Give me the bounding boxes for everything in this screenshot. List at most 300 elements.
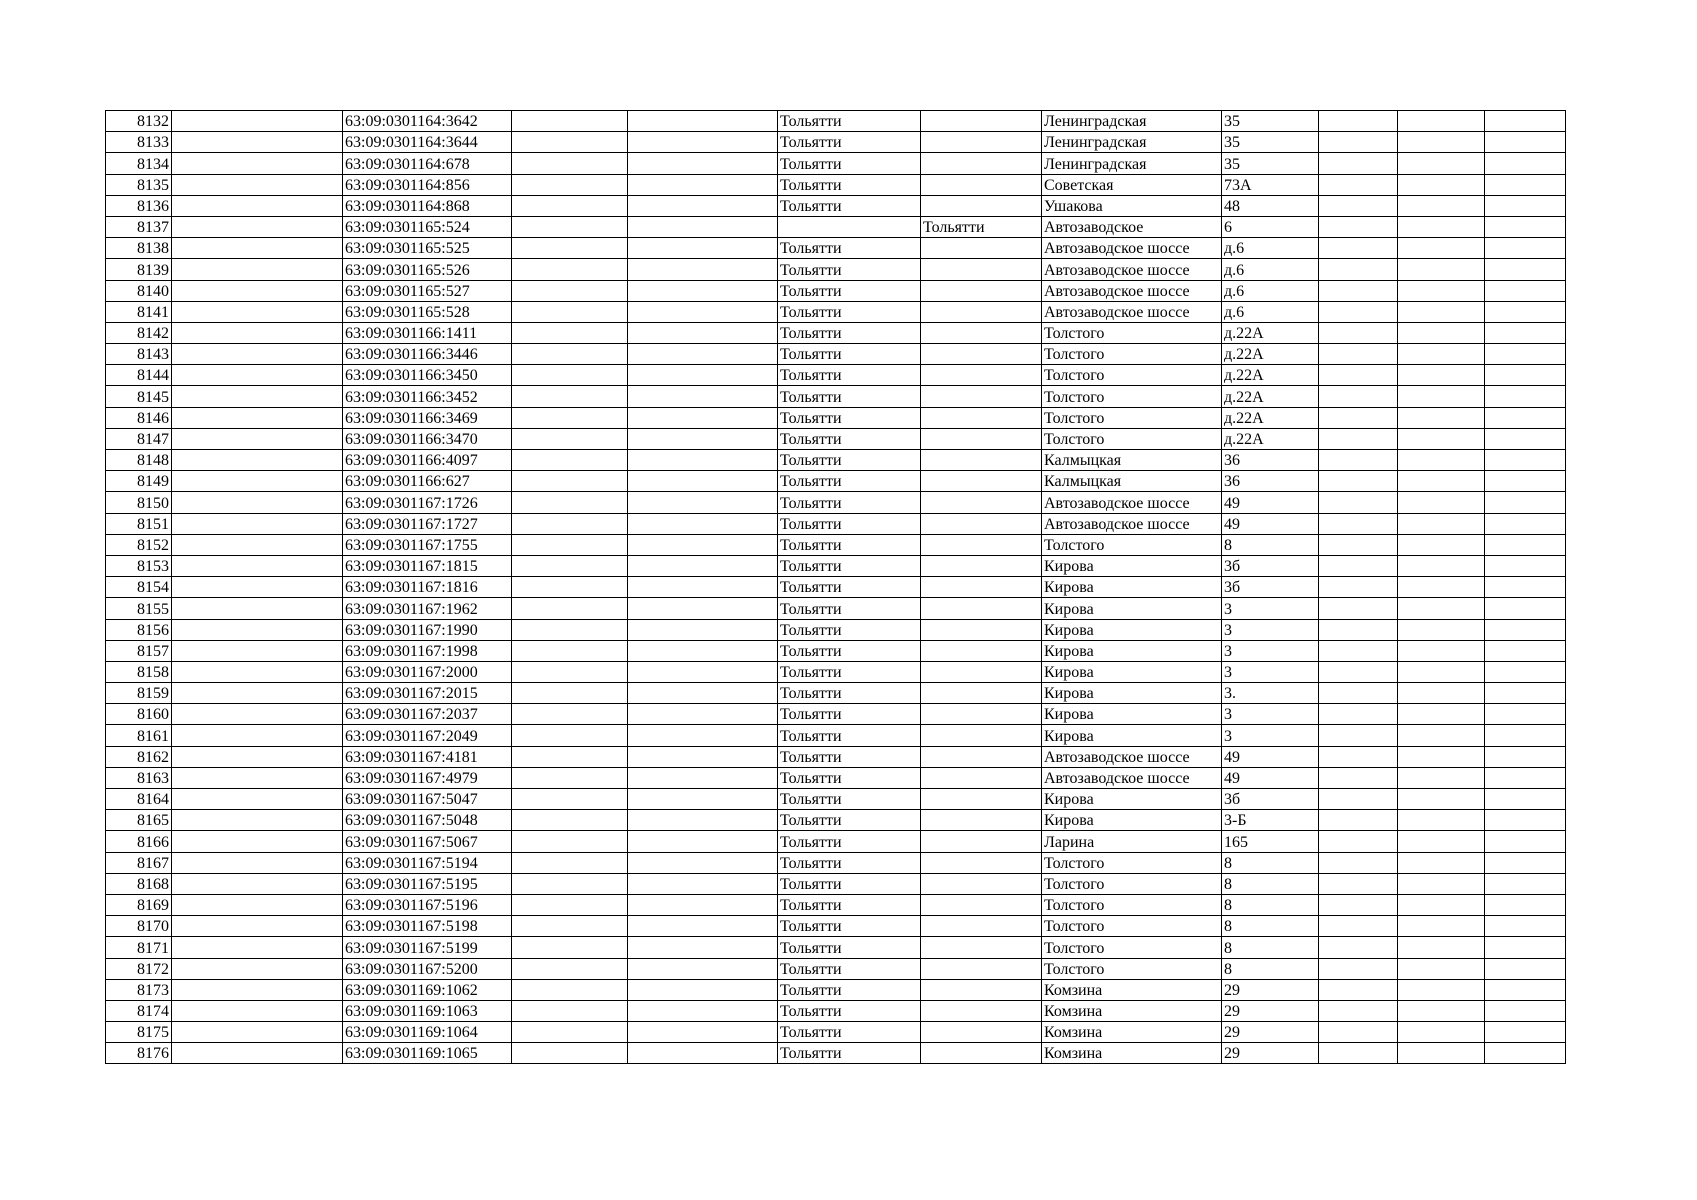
- street-cell: Кирова: [1042, 598, 1222, 619]
- blank-cell-2: [512, 746, 628, 767]
- blank-cell-4: [1319, 704, 1398, 725]
- blank-cell-2: [512, 238, 628, 259]
- blank-cell-5: [1398, 428, 1485, 449]
- blank-cell-5: [1398, 216, 1485, 237]
- blank-cell-4: [1319, 916, 1398, 937]
- street-cell: Кирова: [1042, 789, 1222, 810]
- table-row: [106, 132, 1566, 153]
- blank-cell-2: [512, 344, 628, 365]
- city-cell: Тольятти: [778, 619, 921, 640]
- row-number-cell: 8160: [106, 704, 172, 725]
- blank-cell-5: [1398, 958, 1485, 979]
- blank-cell-1: [172, 195, 343, 216]
- blank-cell-1: [172, 619, 343, 640]
- blank-cell-1: [172, 852, 343, 873]
- cadastral-number-cell: 63:09:0301167:1816: [343, 577, 512, 598]
- table-row: [106, 873, 1566, 894]
- blank-cell-3: [628, 132, 778, 153]
- blank-cell-4: [1319, 238, 1398, 259]
- locality-cell: [921, 725, 1042, 746]
- row-number-cell: 8151: [106, 513, 172, 534]
- street-cell: Толстого: [1042, 916, 1222, 937]
- table-row: [106, 661, 1566, 682]
- street-cell: Толстого: [1042, 365, 1222, 386]
- blank-cell-6: [1485, 725, 1566, 746]
- cadastral-number-cell: 63:09:0301165:524: [343, 216, 512, 237]
- table-row: [106, 450, 1566, 471]
- table-row: [106, 979, 1566, 1000]
- cadastral-number-cell: 63:09:0301167:5200: [343, 958, 512, 979]
- blank-cell-2: [512, 852, 628, 873]
- blank-cell-6: [1485, 471, 1566, 492]
- street-cell: Комзина: [1042, 1043, 1222, 1064]
- blank-cell-4: [1319, 365, 1398, 386]
- blank-cell-6: [1485, 598, 1566, 619]
- street-cell: Толстого: [1042, 534, 1222, 555]
- blank-cell-2: [512, 1000, 628, 1021]
- house-cell: д.22А: [1222, 386, 1319, 407]
- blank-cell-6: [1485, 577, 1566, 598]
- table-row: [106, 640, 1566, 661]
- row-number-cell: 8140: [106, 280, 172, 301]
- blank-cell-3: [628, 471, 778, 492]
- blank-cell-4: [1319, 598, 1398, 619]
- table-row: [106, 407, 1566, 428]
- row-number-cell: 8147: [106, 428, 172, 449]
- blank-cell-5: [1398, 979, 1485, 1000]
- city-cell: Тольятти: [778, 577, 921, 598]
- row-number-cell: 8144: [106, 365, 172, 386]
- blank-cell-4: [1319, 513, 1398, 534]
- blank-cell-3: [628, 259, 778, 280]
- blank-cell-4: [1319, 683, 1398, 704]
- blank-cell-5: [1398, 598, 1485, 619]
- house-cell: 49: [1222, 492, 1319, 513]
- table-row: [106, 831, 1566, 852]
- blank-cell-4: [1319, 661, 1398, 682]
- street-cell: Автозаводское шоссе: [1042, 767, 1222, 788]
- blank-cell-1: [172, 746, 343, 767]
- blank-cell-6: [1485, 810, 1566, 831]
- blank-cell-2: [512, 831, 628, 852]
- cadastral-number-cell: 63:09:0301166:3452: [343, 386, 512, 407]
- table-row: [106, 810, 1566, 831]
- house-cell: 3б: [1222, 577, 1319, 598]
- street-cell: Толстого: [1042, 344, 1222, 365]
- row-number-cell: 8132: [106, 111, 172, 132]
- blank-cell-6: [1485, 365, 1566, 386]
- cadastral-number-cell: 63:09:0301167:5196: [343, 894, 512, 915]
- house-cell: 48: [1222, 195, 1319, 216]
- row-number-cell: 8136: [106, 195, 172, 216]
- table-row: [106, 365, 1566, 386]
- blank-cell-5: [1398, 259, 1485, 280]
- locality-cell: [921, 979, 1042, 1000]
- city-cell: Тольятти: [778, 683, 921, 704]
- street-cell: Калмыцкая: [1042, 471, 1222, 492]
- cadastral-number-cell: 63:09:0301167:2049: [343, 725, 512, 746]
- blank-cell-1: [172, 301, 343, 322]
- blank-cell-1: [172, 916, 343, 937]
- blank-cell-6: [1485, 1022, 1566, 1043]
- cadastral-number-cell: 63:09:0301167:1962: [343, 598, 512, 619]
- blank-cell-5: [1398, 153, 1485, 174]
- locality-cell: [921, 619, 1042, 640]
- house-cell: д.6: [1222, 238, 1319, 259]
- locality-cell: [921, 386, 1042, 407]
- blank-cell-6: [1485, 979, 1566, 1000]
- blank-cell-2: [512, 810, 628, 831]
- cadastral-number-cell: 63:09:0301169:1062: [343, 979, 512, 1000]
- row-number-cell: 8159: [106, 683, 172, 704]
- blank-cell-4: [1319, 725, 1398, 746]
- locality-cell: [921, 174, 1042, 195]
- blank-cell-5: [1398, 344, 1485, 365]
- blank-cell-1: [172, 407, 343, 428]
- row-number-cell: 8162: [106, 746, 172, 767]
- locality-cell: [921, 471, 1042, 492]
- city-cell: Тольятти: [778, 132, 921, 153]
- registry-table: [105, 110, 1566, 1064]
- blank-cell-5: [1398, 513, 1485, 534]
- blank-cell-5: [1398, 174, 1485, 195]
- blank-cell-4: [1319, 153, 1398, 174]
- blank-cell-2: [512, 407, 628, 428]
- city-cell: [778, 216, 921, 237]
- blank-cell-3: [628, 280, 778, 301]
- locality-cell: Тольятти: [921, 216, 1042, 237]
- blank-cell-3: [628, 704, 778, 725]
- blank-cell-4: [1319, 407, 1398, 428]
- locality-cell: [921, 746, 1042, 767]
- table-row: [106, 894, 1566, 915]
- table-row: [106, 1000, 1566, 1021]
- row-number-cell: 8165: [106, 810, 172, 831]
- table-row: [106, 725, 1566, 746]
- street-cell: Ушакова: [1042, 195, 1222, 216]
- table-row: [106, 216, 1566, 237]
- blank-cell-3: [628, 894, 778, 915]
- house-cell: 36: [1222, 471, 1319, 492]
- blank-cell-6: [1485, 746, 1566, 767]
- blank-cell-3: [628, 746, 778, 767]
- blank-cell-3: [628, 810, 778, 831]
- blank-cell-2: [512, 153, 628, 174]
- city-cell: Тольятти: [778, 280, 921, 301]
- blank-cell-1: [172, 937, 343, 958]
- table-row: [106, 153, 1566, 174]
- house-cell: 6: [1222, 216, 1319, 237]
- blank-cell-1: [172, 1022, 343, 1043]
- blank-cell-1: [172, 810, 343, 831]
- blank-cell-4: [1319, 894, 1398, 915]
- city-cell: Тольятти: [778, 344, 921, 365]
- street-cell: Ленинградская: [1042, 111, 1222, 132]
- house-cell: 3-Б: [1222, 810, 1319, 831]
- city-cell: Тольятти: [778, 937, 921, 958]
- table-row: [106, 492, 1566, 513]
- cadastral-number-cell: 63:09:0301167:1815: [343, 555, 512, 576]
- cadastral-number-cell: 63:09:0301166:3450: [343, 365, 512, 386]
- blank-cell-6: [1485, 132, 1566, 153]
- street-cell: Толстого: [1042, 873, 1222, 894]
- table-row: [106, 746, 1566, 767]
- street-cell: Советская: [1042, 174, 1222, 195]
- house-cell: 35: [1222, 111, 1319, 132]
- house-cell: д.22А: [1222, 407, 1319, 428]
- blank-cell-1: [172, 831, 343, 852]
- locality-cell: [921, 1022, 1042, 1043]
- locality-cell: [921, 1043, 1042, 1064]
- city-cell: Тольятти: [778, 894, 921, 915]
- blank-cell-4: [1319, 280, 1398, 301]
- row-number-cell: 8150: [106, 492, 172, 513]
- blank-cell-4: [1319, 640, 1398, 661]
- row-number-cell: 8167: [106, 852, 172, 873]
- row-number-cell: 8155: [106, 598, 172, 619]
- blank-cell-6: [1485, 789, 1566, 810]
- street-cell: Толстого: [1042, 852, 1222, 873]
- cadastral-number-cell: 63:09:0301167:1727: [343, 513, 512, 534]
- cadastral-number-cell: 63:09:0301164:856: [343, 174, 512, 195]
- blank-cell-1: [172, 513, 343, 534]
- house-cell: 3: [1222, 704, 1319, 725]
- blank-cell-2: [512, 216, 628, 237]
- blank-cell-4: [1319, 979, 1398, 1000]
- house-cell: 165: [1222, 831, 1319, 852]
- street-cell: Кирова: [1042, 704, 1222, 725]
- blank-cell-4: [1319, 534, 1398, 555]
- blank-cell-2: [512, 619, 628, 640]
- blank-cell-6: [1485, 704, 1566, 725]
- table-row: [106, 619, 1566, 640]
- blank-cell-4: [1319, 937, 1398, 958]
- city-cell: Тольятти: [778, 322, 921, 343]
- blank-cell-3: [628, 492, 778, 513]
- cadastral-number-cell: 63:09:0301166:627: [343, 471, 512, 492]
- blank-cell-2: [512, 195, 628, 216]
- city-cell: Тольятти: [778, 661, 921, 682]
- blank-cell-3: [628, 428, 778, 449]
- locality-cell: [921, 555, 1042, 576]
- locality-cell: [921, 683, 1042, 704]
- city-cell: Тольятти: [778, 598, 921, 619]
- street-cell: Толстого: [1042, 322, 1222, 343]
- table-row: [106, 534, 1566, 555]
- blank-cell-1: [172, 174, 343, 195]
- blank-cell-4: [1319, 1022, 1398, 1043]
- locality-cell: [921, 598, 1042, 619]
- blank-cell-5: [1398, 916, 1485, 937]
- street-cell: Кирова: [1042, 555, 1222, 576]
- blank-cell-3: [628, 661, 778, 682]
- cadastral-number-cell: 63:09:0301167:4181: [343, 746, 512, 767]
- blank-cell-1: [172, 1000, 343, 1021]
- blank-cell-3: [628, 555, 778, 576]
- blank-cell-1: [172, 259, 343, 280]
- blank-cell-4: [1319, 1043, 1398, 1064]
- cadastral-number-cell: 63:09:0301169:1065: [343, 1043, 512, 1064]
- blank-cell-5: [1398, 767, 1485, 788]
- blank-cell-2: [512, 725, 628, 746]
- house-cell: д.6: [1222, 259, 1319, 280]
- city-cell: Тольятти: [778, 640, 921, 661]
- blank-cell-4: [1319, 344, 1398, 365]
- blank-cell-5: [1398, 195, 1485, 216]
- blank-cell-6: [1485, 1000, 1566, 1021]
- row-number-cell: 8157: [106, 640, 172, 661]
- row-number-cell: 8138: [106, 238, 172, 259]
- cadastral-number-cell: 63:09:0301164:868: [343, 195, 512, 216]
- locality-cell: [921, 831, 1042, 852]
- locality-cell: [921, 873, 1042, 894]
- row-number-cell: 8142: [106, 322, 172, 343]
- locality-cell: [921, 365, 1042, 386]
- blank-cell-2: [512, 259, 628, 280]
- blank-cell-1: [172, 386, 343, 407]
- row-number-cell: 8161: [106, 725, 172, 746]
- blank-cell-3: [628, 365, 778, 386]
- city-cell: Тольятти: [778, 831, 921, 852]
- blank-cell-5: [1398, 937, 1485, 958]
- blank-cell-3: [628, 238, 778, 259]
- row-number-cell: 8163: [106, 767, 172, 788]
- blank-cell-2: [512, 174, 628, 195]
- table-row: [106, 195, 1566, 216]
- house-cell: 3: [1222, 598, 1319, 619]
- blank-cell-6: [1485, 683, 1566, 704]
- city-cell: Тольятти: [778, 958, 921, 979]
- blank-cell-5: [1398, 386, 1485, 407]
- street-cell: Толстого: [1042, 894, 1222, 915]
- blank-cell-6: [1485, 767, 1566, 788]
- house-cell: д.6: [1222, 301, 1319, 322]
- street-cell: Кирова: [1042, 661, 1222, 682]
- blank-cell-2: [512, 386, 628, 407]
- table-row: [106, 301, 1566, 322]
- blank-cell-4: [1319, 577, 1398, 598]
- street-cell: Толстого: [1042, 937, 1222, 958]
- blank-cell-6: [1485, 216, 1566, 237]
- street-cell: Автозаводское: [1042, 216, 1222, 237]
- city-cell: Тольятти: [778, 916, 921, 937]
- street-cell: Автозаводское шоссе: [1042, 746, 1222, 767]
- blank-cell-3: [628, 577, 778, 598]
- cadastral-number-cell: 63:09:0301167:5198: [343, 916, 512, 937]
- locality-cell: [921, 958, 1042, 979]
- blank-cell-5: [1398, 555, 1485, 576]
- table-row: [106, 1043, 1566, 1064]
- blank-cell-4: [1319, 873, 1398, 894]
- blank-cell-4: [1319, 450, 1398, 471]
- blank-cell-3: [628, 852, 778, 873]
- city-cell: Тольятти: [778, 301, 921, 322]
- blank-cell-2: [512, 1022, 628, 1043]
- blank-cell-3: [628, 683, 778, 704]
- street-cell: Ленинградская: [1042, 132, 1222, 153]
- blank-cell-5: [1398, 704, 1485, 725]
- blank-cell-4: [1319, 216, 1398, 237]
- blank-cell-2: [512, 111, 628, 132]
- row-number-cell: 8152: [106, 534, 172, 555]
- blank-cell-1: [172, 428, 343, 449]
- blank-cell-5: [1398, 789, 1485, 810]
- city-cell: Тольятти: [778, 1022, 921, 1043]
- locality-cell: [921, 894, 1042, 915]
- table-row: [106, 386, 1566, 407]
- table-row: [106, 428, 1566, 449]
- blank-cell-1: [172, 555, 343, 576]
- street-cell: Автозаводское шоссе: [1042, 513, 1222, 534]
- blank-cell-2: [512, 492, 628, 513]
- row-number-cell: 8139: [106, 259, 172, 280]
- street-cell: Кирова: [1042, 725, 1222, 746]
- blank-cell-1: [172, 789, 343, 810]
- blank-cell-2: [512, 937, 628, 958]
- locality-cell: [921, 810, 1042, 831]
- blank-cell-6: [1485, 916, 1566, 937]
- cadastral-number-cell: 63:09:0301167:5067: [343, 831, 512, 852]
- locality-cell: [921, 767, 1042, 788]
- blank-cell-4: [1319, 810, 1398, 831]
- blank-cell-4: [1319, 301, 1398, 322]
- cadastral-number-cell: 63:09:0301167:5047: [343, 789, 512, 810]
- street-cell: Ленинградская: [1042, 153, 1222, 174]
- blank-cell-3: [628, 598, 778, 619]
- blank-cell-3: [628, 407, 778, 428]
- blank-cell-5: [1398, 1043, 1485, 1064]
- blank-cell-3: [628, 111, 778, 132]
- blank-cell-6: [1485, 555, 1566, 576]
- house-cell: 3.: [1222, 683, 1319, 704]
- blank-cell-1: [172, 471, 343, 492]
- locality-cell: [921, 132, 1042, 153]
- blank-cell-2: [512, 873, 628, 894]
- street-cell: Калмыцкая: [1042, 450, 1222, 471]
- city-cell: Тольятти: [778, 471, 921, 492]
- blank-cell-5: [1398, 492, 1485, 513]
- street-cell: Автозаводское шоссе: [1042, 492, 1222, 513]
- blank-cell-2: [512, 132, 628, 153]
- blank-cell-5: [1398, 746, 1485, 767]
- city-cell: Тольятти: [778, 810, 921, 831]
- house-cell: 29: [1222, 979, 1319, 1000]
- house-cell: д.22А: [1222, 344, 1319, 365]
- street-cell: Толстого: [1042, 386, 1222, 407]
- street-cell: Кирова: [1042, 810, 1222, 831]
- city-cell: Тольятти: [778, 195, 921, 216]
- blank-cell-2: [512, 598, 628, 619]
- blank-cell-3: [628, 450, 778, 471]
- city-cell: Тольятти: [778, 238, 921, 259]
- cadastral-number-cell: 63:09:0301164:3642: [343, 111, 512, 132]
- row-number-cell: 8176: [106, 1043, 172, 1064]
- blank-cell-6: [1485, 492, 1566, 513]
- table-row: [106, 174, 1566, 195]
- blank-cell-4: [1319, 619, 1398, 640]
- blank-cell-2: [512, 958, 628, 979]
- blank-cell-5: [1398, 365, 1485, 386]
- table-row: [106, 111, 1566, 132]
- blank-cell-2: [512, 640, 628, 661]
- blank-cell-3: [628, 195, 778, 216]
- cadastral-number-cell: 63:09:0301169:1063: [343, 1000, 512, 1021]
- blank-cell-1: [172, 979, 343, 1000]
- blank-cell-4: [1319, 852, 1398, 873]
- blank-cell-4: [1319, 259, 1398, 280]
- blank-cell-6: [1485, 894, 1566, 915]
- blank-cell-6: [1485, 238, 1566, 259]
